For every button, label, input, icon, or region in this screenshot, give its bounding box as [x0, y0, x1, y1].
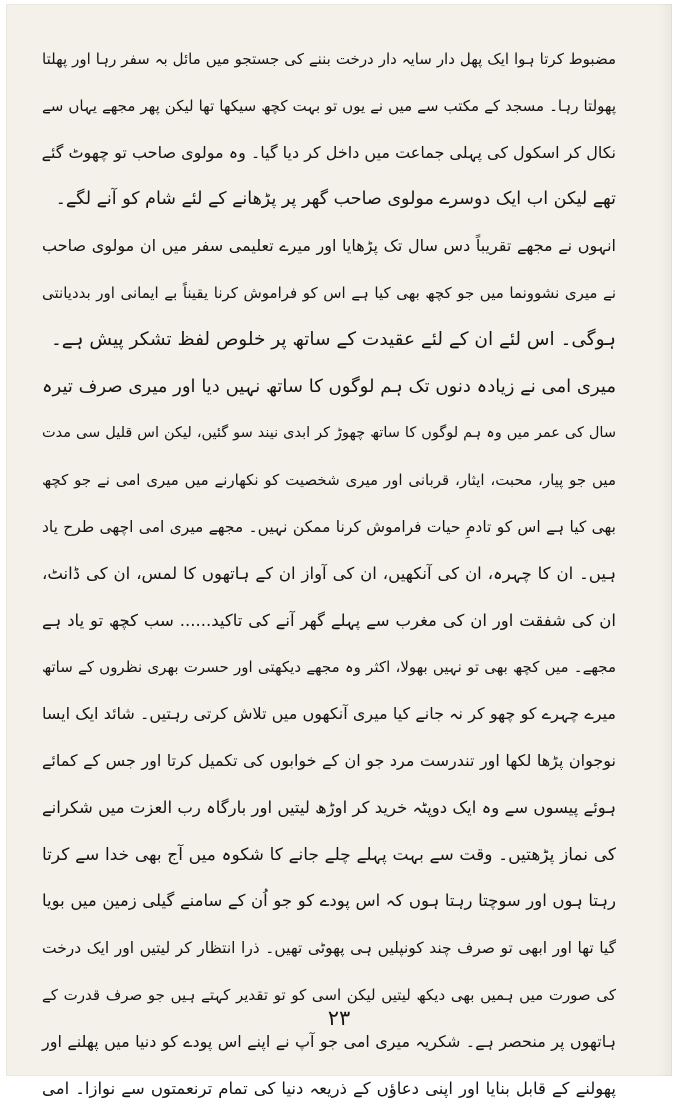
- text-line: ہوگی۔ اس لئے ان کے لئے عقیدت کے ساتھ پر خلوص لفظ تشکر پیش ہے۔: [50, 328, 616, 350]
- text-line: میری امی نے زیادہ دنوں تک ہم لوگوں کا ساتھ نہیں دیا اور میری صرف تیرہ: [42, 375, 616, 397]
- text-line: میرے چہرے کو چھو کر نہ جانے کیا میری آنکھوں میں تلاش کرتی رہتیں۔ شائد ایک ایسا: [42, 704, 616, 724]
- text-line: بھی کیا ہے اس کو تادمِ حیات فراموش کرنا ممکن نہیں۔ مجھے میری امی اچھی طرح یاد: [42, 517, 616, 536]
- text-line: رہتا ہوں اور سوچتا رہتا ہوں کہ اس پودے کو جو اُن کے سامنے گیلی زمین میں بویا: [42, 891, 616, 911]
- text-line: پھولنے کے قابل بنایا اور اپنی دعاؤں کے ذریعہ دنیا کی تمام ترنعمتوں سے نوازا۔ امی: [42, 1078, 616, 1098]
- text-line: ہاتھوں پر منحصر ہے۔ شکریہ میری امی جو آپ نے اپنے اس پودے کو دنیا میں پھلنے اور: [42, 1031, 616, 1051]
- text-line: تھے لیکن اب ایک دوسرے مولوی صاحب گھر پر پڑھانے کے لئے شام کو آنے لگے۔: [55, 189, 616, 210]
- text-line: نے میری نشوونما میں جو کچھ بھی کیا ہے اس کو فراموش کرنا یقیناً بے ایمانی اور بددیانتی: [42, 283, 616, 302]
- text-line: گیا تھا اور ابھی تو صرف چند کونپلیں ہی پھوٹی تھیں۔ ذرا انتظار کر لیتیں اور ایک درخت: [42, 939, 616, 958]
- text-line: میں جو پیار، محبت، ایثار، قربانی اور میری شخصیت کو نکھارنے میں میری امی نے جو کچھ: [42, 471, 616, 490]
- text-line: ان کی شفقت اور ان کی مغرب سے پہلے گھر آنے کی تاکید...... سب کچھ تو یاد ہے: [42, 610, 616, 630]
- text-line: کی نماز پڑھتیں۔ وقت سے بہت پہلے چلے جانے کا شکوہ میں آج بھی خدا سے کرتا: [42, 844, 616, 865]
- text-line: سال کی عمر میں وہ ہم لوگوں کا ساتھ چھوڑ کر ابدی نیند سو گئیں، لیکن اس قلیل سی مدت: [42, 425, 616, 442]
- text-line: انہوں نے مجھے تقریباً دس سال تک پڑھایا اور میرے تعلیمی سفر میں ان مولوی صاحب: [42, 236, 616, 256]
- text-line: مجھے۔ میں کچھ بھی تو نہیں بھولا، اکثر وہ مجھے دیکھتی اور حسرت بھری نظروں کے ساتھ: [42, 658, 616, 677]
- text-line: ہوئے پیسوں سے وہ ایک دوپٹہ خرید کر اوڑھ لیتیں اور بارگاہ رب العزت میں شکرانے: [42, 797, 616, 817]
- body-text: [42, 36, 616, 1112]
- text-line: مضبوط کرتا ہوا ایک پھل دار سایہ دار درخت بننے کی جستجو میں مائل بہ سفر رہا اور پھلتا: [42, 50, 616, 68]
- page-edge-shadow: [658, 4, 672, 1076]
- text-line: نکال کر اسکول کی پہلی جماعت میں داخل کر دیا گیا۔ وہ مولوی صاحب تو چھوٹ گئے: [41, 142, 616, 162]
- page-number: ۲۳: [327, 1006, 351, 1030]
- text-line: ہیں۔ ان کا چہرہ، ان کی آنکھیں، ان کی آواز ان کے ہاتھوں کا لمس، ان کی ڈانٹ،: [42, 563, 616, 583]
- text-line: پھولتا رہا۔ مسجد کے مکتب سے میں نے یوں تو بہت کچھ سیکھا تھا لیکن پھر مجھے یہاں سے: [42, 96, 616, 115]
- text-line: نوجوان پڑھا لکھا اور تندرست مرد جو ان کے خوابوں کی تکمیل کرتا اور جس کے کمائے: [42, 750, 616, 770]
- text-line: کی صورت میں ہمیں بھی دیکھ لیتیں لیکن اسی کو تو تقدیر کہتے ہیں جو صرف قدرت کے: [42, 985, 616, 1004]
